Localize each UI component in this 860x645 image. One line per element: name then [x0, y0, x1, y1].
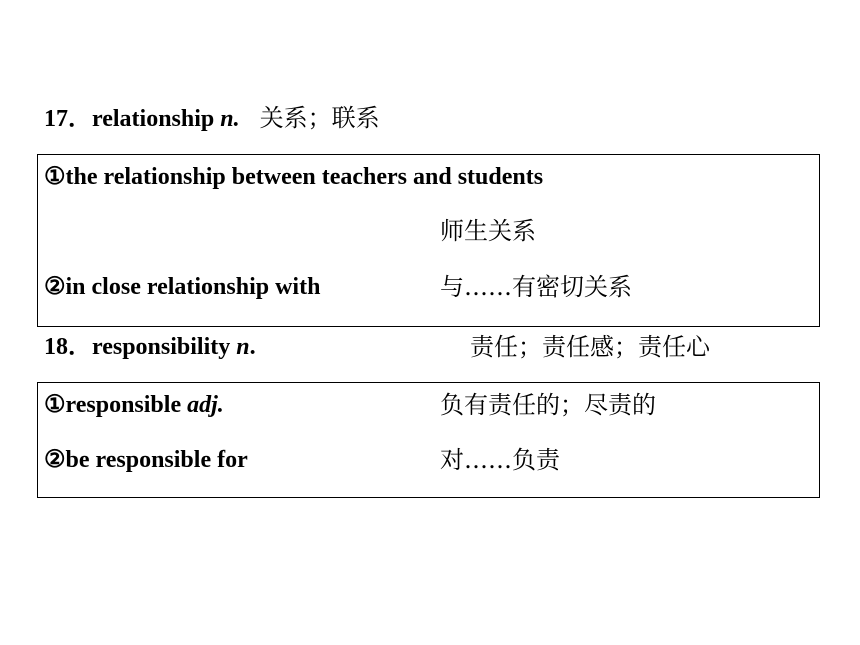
- entry-18-item-1-pos: adj.: [187, 392, 224, 418]
- entry-18-number: 18．: [44, 334, 92, 360]
- entry-18-item-1-phrase-line: [44, 390, 224, 420]
- entry-17-item-1-translation: 师生关系: [440, 217, 536, 245]
- entry-17-meaning: 关系；联系: [259, 104, 380, 132]
- entry-18-word: responsibility: [92, 334, 231, 360]
- entry-18-heading: [44, 332, 256, 362]
- entry-17-item-2-phrase-line: [44, 272, 320, 302]
- item-marker: ①: [44, 164, 66, 190]
- entry-18-item-2-phrase-line: [44, 445, 248, 475]
- entry-18-pos-dot: .: [249, 334, 256, 360]
- entry-18-item-2-translation: 对……负责: [440, 446, 560, 474]
- entry-17-pos: n.: [220, 106, 240, 132]
- entry-18-meaning: 责任；责任感；责任心: [470, 333, 710, 361]
- item-marker: ②: [44, 447, 66, 473]
- entry-18-pos: n: [236, 334, 250, 360]
- entry-18-item-1-phrase: responsible: [65, 392, 182, 418]
- entry-17-word: relationship: [92, 106, 215, 132]
- entry-17-item-1-phrase-line: [44, 162, 543, 192]
- entry-18-item-1-translation: 负有责任的；尽责的: [440, 391, 656, 419]
- entry-17-item-2-phrase: in close relationship with: [65, 274, 321, 300]
- entry-18-item-2-phrase: be responsible for: [65, 447, 248, 473]
- entry-17-item-1-phrase: the relationship between teachers and students: [65, 164, 544, 190]
- item-marker: ②: [44, 274, 66, 300]
- entry-17-heading: [44, 103, 380, 134]
- entry-17-number: 17．: [44, 106, 92, 132]
- item-marker: ①: [44, 392, 66, 418]
- entry-17-item-2-translation: 与……有密切关系: [440, 273, 632, 301]
